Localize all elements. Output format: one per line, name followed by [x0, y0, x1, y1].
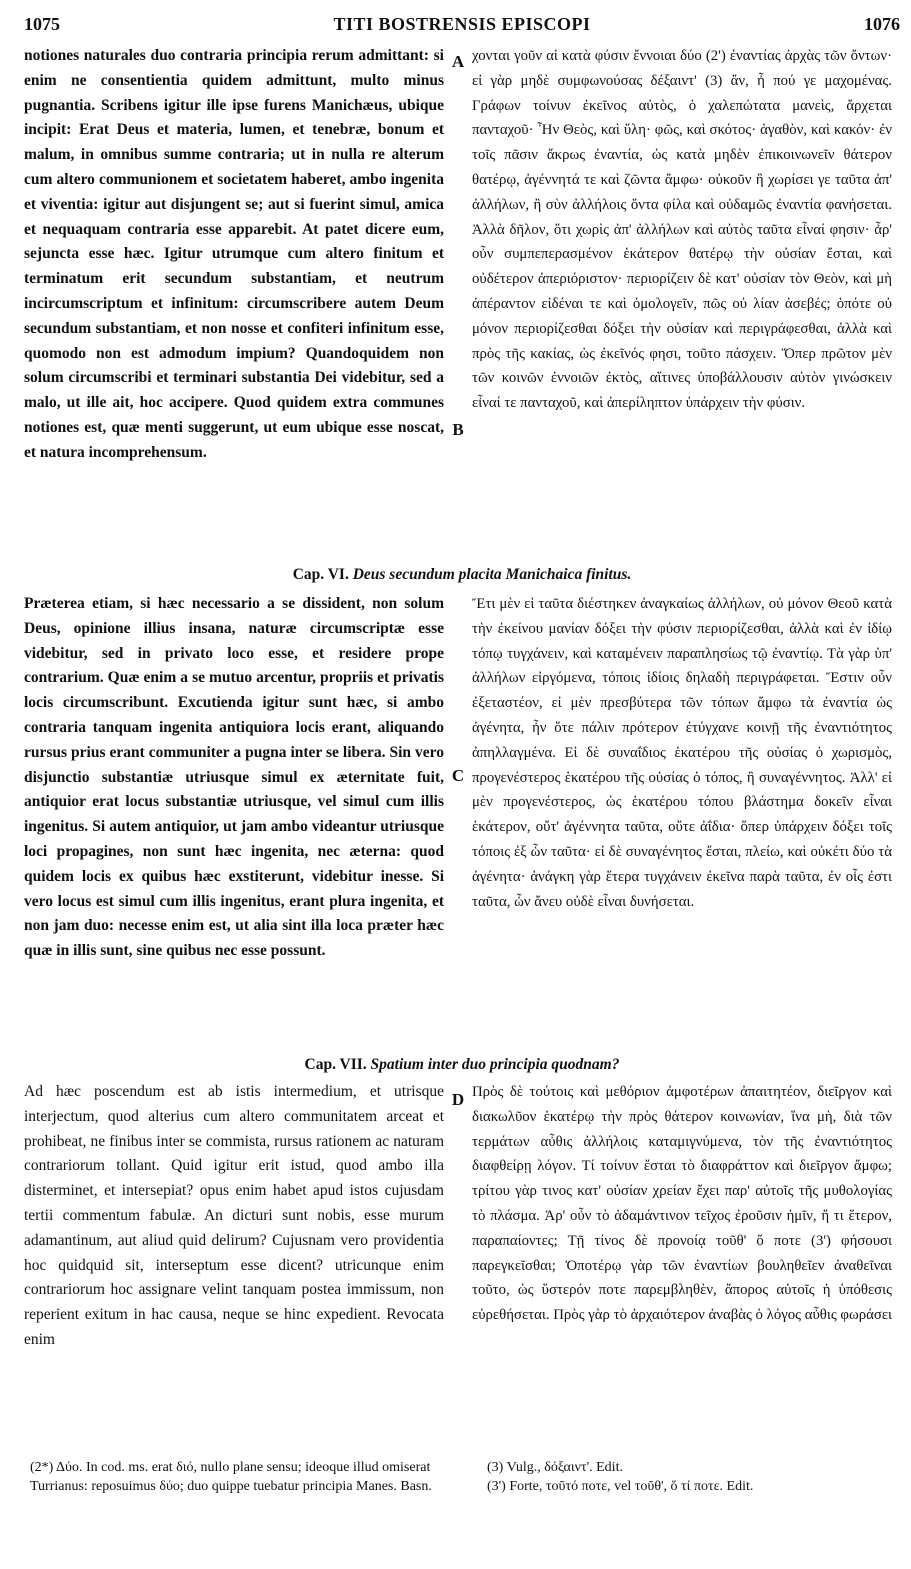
greek-column-section-2: Ἔτι μὲν εἰ ταῦτα διέστηκεν ἀναγκαίως ἀλλήλων, οὐ μόνον Θεοῦ κατὰ τὴν ἐκείνου μανίαν δόξει τὴν φύσιν περιορίζεσθαι, ἀλλὰ καὶ ἐν ἰδίῳ τόπῳ τυγχάνειν, καὶ καταμένειν παραπλησίως τῷ ἐναντίῳ. Τὰ γὰρ ὑπ' ἀλλήλων εἰργόμενα, τόποις ἰδίοις δηλαδὴ περιγράφεται. Ἔστιν οὖν ἐξεταστέον, εἰ μὲν πρεσβύτερα τῶν τόπων ἄμφω τὰ ἐναντία ὡς ἀγένητα, ἦν ὅτε πάλιν πρότερον ἐτύγχανε κοινῇ τῆς ἐναντιότητος ἀπηλλαγμένα. Εἰ δὲ συναΐδιος ἑκατέρου τῆς οὐσίας ὁ χωρισμὸς, προγενέστερος ἑκατέρου τῆς οὐσίας ὁ τόπος, ἢ συναγέννητος. Ἀλλ' εἰ μὲν προγενέστερος, ὡς ἑκατέρου τόπου βλάστημα δοκεῖν εἶναι ἑκάτερον, οὔτ' ἀγέννητα ταῦτα, οὔτε ἀΐδια· ὅπερ ὑπάρχειν δόξει τοῖς τόποις ἐξ ὧν ταῦτα· εἰ δὲ συναγένητος ἔσται, πλείω, καὶ οὐκέτι δύο τὰ ἀγένητα· ἀνάγκη γὰρ ἕτερα τυγχάνειν ἐκεῖνα παρὰ ταῦτα, ἐν οἷς ἐστι ταῦτα, ὧν ἄνευ οὐδὲ εἶναι δυνήσεται.: [472, 596, 892, 910]
latin-column-section-1: notiones naturales duo contraria principia rerum admittant: si enim ne consentientia quidem admittunt, multo minus pugnantia. Scribens igitur ille ipse furens Manichæus, ubique incipit: Erat Deus et materia, lumen, et tenebræ, bonum et malum, in omnibus summe contraria; ut in nulla re alterum cum altero communionem et societatem haberet, ambo ingenita et viventia: igitur aut disjungent se; aut si fuerint simul, amica et nequaquam contraria esse apparebit. At patet dicere eum, sejuncta esse hæc. Igitur utrumque cum altero finitum et terminatum erit secundum substantiam, et neutrum incircumscriptum et infinitum: circumscribere autem Deum secundum substantiam, et non nosse et confiteri infinitum esse, quomodo non est admodum impium? Quandoquidem non solum circumscribi et terminari substantia Dei videbitur, sed a malo, ut ille ait, hoc accipere. Quod quidem extra communes notiones est, quæ menti suggerunt, ut eum ubique esse noscat, et natura incomprehensum.: [24, 47, 444, 461]
latin-column-section-3: Ad hæc poscendum est ab istis intermedium, et utrisque interjectum, quod alterius cum altero communitatem arceat et prohibeat, ne finibus inter se commista, rursus rationem ac naturam contrariorum tollant. Quid igitur erit istud, quod ambo illa disterminet, et intersepiat? opus enim habet apud istos cujusdam tertii commentum fabulæ. An dicturi sunt nobis, esse murum adamantinum, aut aliud quid delirum? Cujusnam vero providentia hoc quidquid sit, interseptum esse dicent? utricunque enim contrariorum hoc assignare velint tanquam postea immissum, non reperient exitum in hac causa, neque se hinc expedient. Revocata enim: [24, 1083, 444, 1348]
chapter-label: Cap. VI.: [292, 566, 349, 583]
footnotes-left: [30, 1458, 460, 1496]
chapter-heading-6: [24, 566, 900, 584]
greek-column-section-3: Πρὸς δὲ τούτοις καὶ μεθόριον ἀμφοτέρων ἀπαιτητέον, διεῖργον καὶ διακωλῦον ἑκατέρῳ τὴν πρὸς θάτερον κοινωνίαν, ἵνα μὴ, διὰ τῶν τερμάτων αὖθις ἀλλήλοις καταμιγνύμενα, τὸν τῆς ἐναντιότητος διαφθείρῃ λόγον. Τί τοίνυν ἔσται τὸ διαφράττον καὶ διεῖργον ἄμφω; τρίτου γὰρ τινος κατ' οὐσίαν χρείαν ἔχει παρ' αὐτοῖς τῆς μυθολογίας τὸ πλάσμα. Ἀρ' οὖν τὸ ἀδαμάντινον τεῖχος ἐροῦσιν ἡμῖν, ἤ τι ἕτερον, παραπαίοντες; Τῇ τίνος δὲ προνοίᾳ τοῦθ' ὅ ποτε (3') φήσουσι παρεγκεῖσθαι; Ὁποτέρῳ γὰρ τῶν ἐναντίων βουληθεῖεν ἀναθεῖναι τοῦτο, ὡς ὕστερόν ποτε παρεμβληθὲν, ἄπορος αὐτοῖς ἡ ὑπόθεσις εὑρεθήσεται. Πρὸς γὰρ τὸ ἀρχαιότερον ἀναβὰς ὁ λόγος αὖθις φωράσει: [472, 1084, 893, 1324]
page-number-right: 1076: [864, 14, 900, 34]
chapter-title: Spatium inter duo principia quodnam?: [370, 1056, 620, 1073]
footnotes-right: [487, 1458, 897, 1496]
margin-marker-a: A: [451, 52, 465, 71]
greek-column-section-1: χονται γοῦν αἱ κατὰ φύσιν ἔννοιαι δύο (2') ἐναντίας ἀρχὰς τῶν ὄντων· εἰ γὰρ μηδὲ συμφωνούσας δέξαιντ' (3) ἄν, ἦ πού γε μαχομένας. Γράφων τοίνυν ἐκεῖνος αὐτὸς, ὁ χαλεπώτατα μανεὶς, ἄρχεται πανταχοῦ· Ἦν Θεὸς, καὶ ὕλη· φῶς, καὶ σκότος· ἀγαθὸν, καὶ κακόν· ἐν τοῖς πᾶσιν ἄκρως ἐναντία, ὡς κατὰ μηδὲν ἐπικοινωνεῖν θάτερον θατέρῳ, ἀγέννητά τε καὶ ζῶντα ἄμφω· οὐκοῦν ἢ χωρίσει γε ταῦτα ἀπ' ἀλλήλων, ἢ σὺν ἀλλήλοις ὄντα φίλα καὶ οὐδαμῶς ἐναντία φανήσεται. Ἀλλὰ δῆλον, ὅτι χωρὶς ἀπ' ἀλλήλων καὶ αὐτὸς ταῦτα εἶναί φησιν· ἆρ' οὖν συμπεπερασμένον ἑκάτερον θατέρῳ τὴν οὐσίαν ἔσται, καὶ οὐδέτερον ἀπεριόριστον· περιορίζειν δὲ κατ' οὐσίαν τὸν Θεὸν, καὶ μὴ ἀπέραντον εἰδέναι τε καὶ ὁμολογεῖν, πῶς οὐ λίαν ἀσεβές; ὁπότε οὐ μόνον περιορίζεσθαι δόξει τὴν οὐσίαν καὶ περιγράφεσθαι, ἀλλὰ καὶ πρὸς τῆς κακίας, ὡς ἐκεῖνός φησι, τοῦτο πάσχειν. Ὅπερ πρῶτον μὲν τῶν κοινῶν ἐννοιῶν ἐκτὸς, αἵτινες ὑποβάλλουσιν αὐτὸν γινώσκειν εἶναί τε πανταχοῦ, καὶ ἀπερίληπτον ὑπάρχειν τὴν φύσιν.: [472, 48, 892, 412]
chapter-title: Deus secundum placita Manichaica finitus.: [352, 566, 632, 583]
page-number-left: 1075: [24, 14, 60, 34]
running-title: TITI BOSTRENSIS EPISCOPI: [333, 14, 591, 34]
chapter-label: Cap. VII.: [304, 1056, 367, 1073]
margin-marker-d: D: [451, 1090, 465, 1109]
running-header: [24, 14, 900, 38]
footnote-2: (2*) Δύο. In cod. ms. erat διό, nullo plane sensu; ideoque illud omiserat Turrianus: reposuimus δύο; duo quippe tuebatur principia Manes. Basn.: [30, 1460, 432, 1494]
footnote-3: (3) Vulg., δόξαιντ'. Edit.: [487, 1460, 623, 1475]
margin-marker-c: C: [451, 766, 465, 785]
margin-marker-b: B: [452, 420, 464, 439]
footnote-3-prime: (3') Forte, τοῦτό ποτε, vel τοῦθ', ὅ τί ποτε. Edit.: [487, 1479, 754, 1494]
chapter-heading-7: [24, 1056, 900, 1074]
latin-column-section-2: Præterea etiam, si hæc necessario a se dissident, non solum Deus, opinione illius insana, naturæ circumscriptæ esse videbitur, sed in privato loco esse, et residere prope contrarium. Quæ enim a se mutuo arcentur, propriis et privatis locis circumscribunt. Excutienda igitur sunt hæc, si ambo contraria tanquam ingenita antiquiora locis erant, aliquando rursus prius erant communiter a pugna inter se libera. Sin vero disjunctio substantiæ utriusque simul ex æternitate fuit, antiquior erat locus substantiæ utriusque, vel simul cum illis ingenitus. Si autem antiquior, ut jam ambo videantur utriusque loci propagines, non sunt hæc ingenita, nec æterna: quod quidem locis ex quibus hæc exstiterunt, videbitur inesse. Si vero locus est simul cum illis ingenitus, erant plura ingenita, et non jam duo: necesse enim est, ut alia sint illa loca præter hæc quæ in illis sunt, sine quibus nec esse possunt.: [24, 595, 444, 960]
